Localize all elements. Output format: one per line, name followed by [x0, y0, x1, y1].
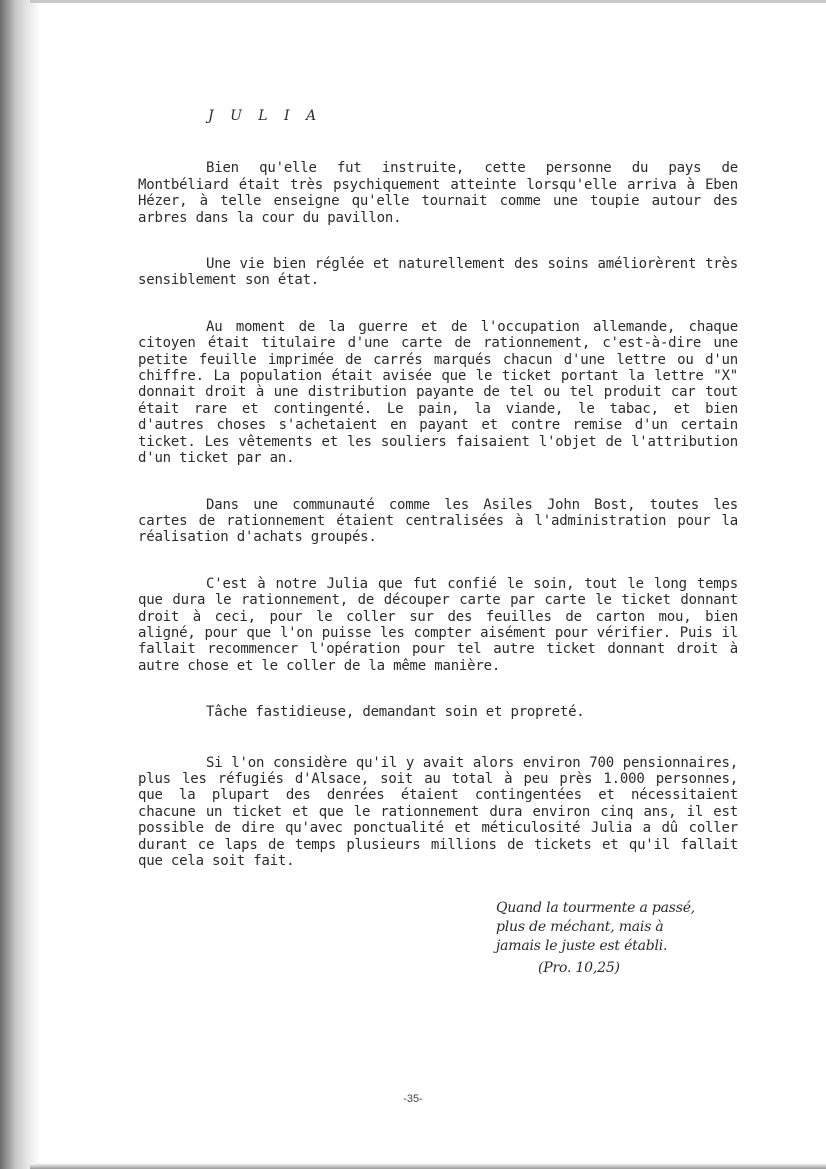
scan-edge-top: [30, 0, 826, 3]
document-page: [138, 108, 738, 977]
paragraph-3: Au moment de la guerre et de l'occupation allemande, chaque citoyen était titulaire d'une carte de rationnement, c'est-à-dire une petite feuille imprimée de carrés marqués chacun d'une lettre ou d'un chiffre. La population était avisée que le ticket portant la lettre "X" donnait droit à une distribution payante de tel ou tel produit car tout était rare et contingenté. Le pain, la viande, le tabac, et bien d'autres choses s'achetaient en payant et contre remise d'un certain ticket. Les vêtements et les souliers faisaient l'objet de l'attribution d'un ticket par an.: [138, 318, 738, 467]
paragraph-1: Bien qu'elle fut instruite, cette personne du pays de Montbéliard était très psychiquement atteinte lorsqu'elle arriva à Eben Hézer, à telle enseigne qu'elle tournait comme une toupie autour des arbres dans la cour du pavillon.: [138, 160, 738, 226]
paragraph-6: Tâche fastidieuse, demandant soin et propreté.: [206, 704, 585, 721]
epigraph-line-3: jamais le juste est établi.: [496, 938, 668, 955]
epigraph-line-2: plus de méchant, mais à: [496, 919, 664, 936]
chapter-title: J U L I A: [208, 108, 323, 124]
scan-shadow-left: [0, 0, 40, 1169]
epigraph-quote: [496, 899, 736, 956]
epigraph-line-1: Quand la tourmente a passé,: [496, 900, 696, 917]
paragraph-5: C'est à notre Julia que fut confié le soin, tout le long temps que dura le rationnement, de découper carte par carte le ticket donnant droit à ceci, pour le coller sur des feuilles de carton mou, bien aligné, pour que l'on puisse les compter aisément pour vérifier. Puis il fallait recommencer l'opération pour tel autre ticket donnant droit à autre chose et le coller de la même manière.: [138, 575, 738, 674]
paragraph-2: Une vie bien réglée et naturellement des soins améliorèrent très sensiblement son état.: [138, 256, 738, 289]
epigraph-reference: (Pro. 10,25): [538, 960, 620, 977]
page-number: -35-: [403, 1093, 423, 1105]
scan-edge-bottom: [30, 1163, 826, 1169]
paragraph-7: Si l'on considère qu'il y avait alors environ 700 pensionnaires, plus les réfugiés d'Alsace, soit au total à peu près 1.000 personnes, que la plupart des denrées étaient contingentées et nécessitaient chacune un ticket et que le rationnement dura environ cinq ans, il est possible de dire qu'avec ponctualité et méticulosité Julia a dû coller durant ce laps de temps plusieurs millions de tickets et qu'il fallait que cela soit fait.: [138, 754, 738, 869]
paragraph-4: Dans une communauté comme les Asiles John Bost, toutes les cartes de rationnement étaient centralisées à l'administration pour la réalisation d'achats groupés.: [138, 496, 738, 546]
